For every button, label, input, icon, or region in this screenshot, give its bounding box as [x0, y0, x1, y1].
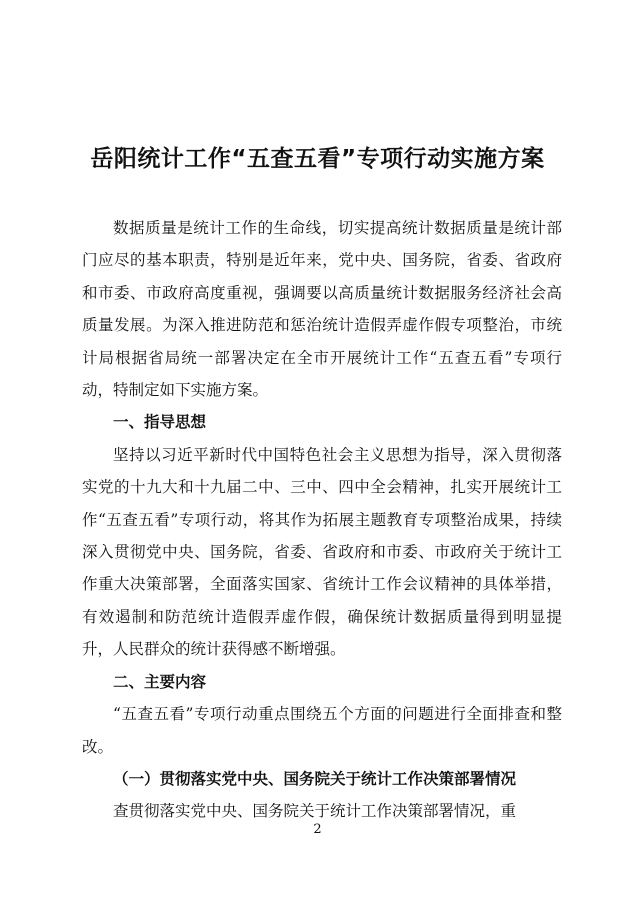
subsection-1-paragraph: 查贯彻落实党中央、国务院关于统计工作决策部署情况，重	[113, 802, 517, 821]
section-heading-guiding-ideology: 一、指导思想	[113, 413, 207, 432]
page-number: 2	[313, 822, 322, 837]
subsection-heading-1: （一）贯彻落实党中央、国务院关于统计工作决策部署情况	[113, 768, 517, 788]
document-title: 岳阳统计工作“五查五看”专项行动实施方案	[90, 146, 545, 172]
document-body	[82, 212, 562, 828]
section-heading-main-content: 二、主要内容	[113, 672, 207, 691]
main-content-paragraph: “五查五看”专项行动重点围绕五个方面的问题进行全面排查和整改。	[82, 705, 562, 756]
guiding-ideology-paragraph: 坚持以习近平新时代中国特色社会主义思想为指导，深入贯彻落实党的十九大和十九届二中、三中、四中全会精神，扎实开展统计工作“五查五看”专项行动，将其作为拓展主题教育专项整治成果，持续深入贯彻党中央、国务院，省委、省政府和市委、市政府关于统计工作重大决策部署，全面落实国家、省统计工作会议精神的具体举措，有效遏制和防范统计造假弄虚作假，确保统计数据质量得到明显提升，人民群众的统计获得感不断增强。	[82, 445, 562, 659]
intro-paragraph: 数据质量是统计工作的生命线，切实提高统计数据质量是统计部门应尽的基本职责，特别是近年来，党中央、国务院，省委、省政府和市委、市政府高度重视，强调要以高质量统计数据服务经济社会高质量发展。为深入推进防范和惩治统计造假弄虚作假专项整治，市统计局根据省局统一部署决定在全市开展统计工作“五查五看”专项行动，特制定如下实施方案。	[82, 219, 562, 400]
